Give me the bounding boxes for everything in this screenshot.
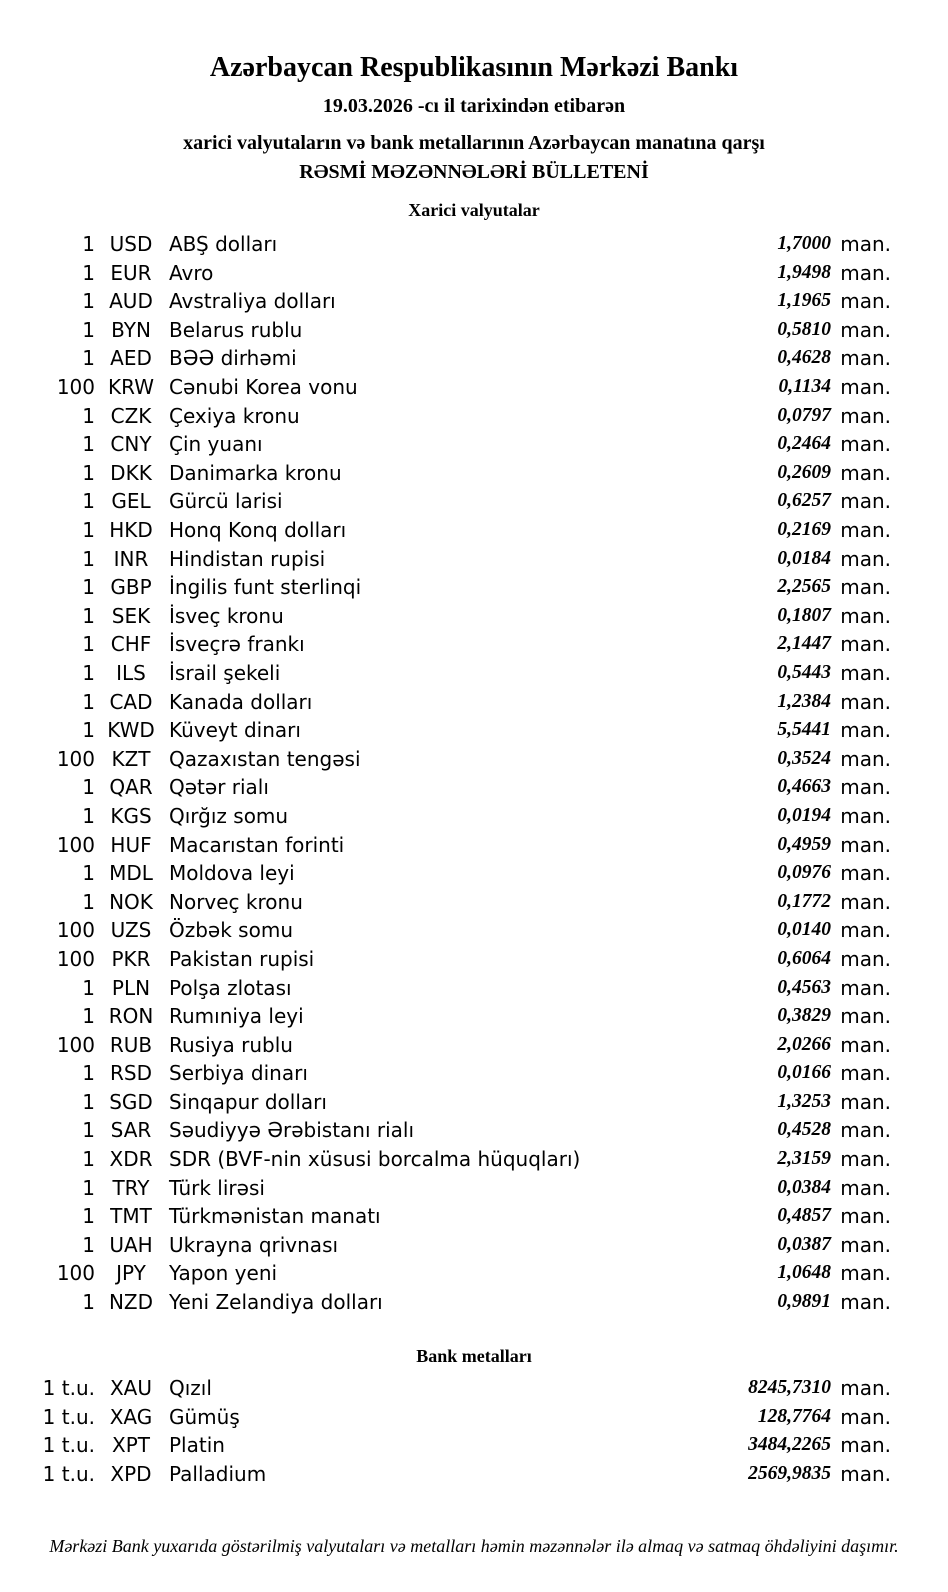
currency-rate: 0,2609 bbox=[777, 461, 831, 483]
currency-rate: 0,6257 bbox=[777, 490, 831, 512]
currency-name: Pakistan rupisi bbox=[169, 946, 315, 971]
table-row bbox=[0, 659, 948, 688]
currency-name: İsveç kronu bbox=[169, 603, 284, 628]
currency-code: GEL bbox=[111, 489, 151, 514]
currency-name: Çexiya kronu bbox=[169, 403, 300, 428]
table-row bbox=[0, 945, 948, 974]
currency-quantity: 1 bbox=[82, 1118, 95, 1143]
table-row bbox=[0, 516, 948, 545]
currency-rate: 0,3829 bbox=[777, 1005, 831, 1027]
currency-unit: man. bbox=[840, 1290, 891, 1315]
metal-quantity: 1 t.u. bbox=[42, 1376, 95, 1401]
table-row bbox=[0, 373, 948, 402]
currency-rate: 2,2565 bbox=[777, 576, 831, 598]
currency-unit: man. bbox=[840, 946, 891, 971]
table-row bbox=[0, 258, 948, 287]
currency-code: HKD bbox=[109, 518, 153, 543]
metal-quantity: 1 t.u. bbox=[42, 1462, 95, 1487]
currency-name: Sinqapur dolları bbox=[169, 1089, 327, 1114]
currency-quantity: 1 bbox=[82, 689, 95, 714]
currency-unit: man. bbox=[840, 375, 891, 400]
currency-unit: man. bbox=[840, 518, 891, 543]
currency-code: NOK bbox=[109, 889, 153, 914]
currency-code: KWD bbox=[107, 718, 155, 743]
currency-unit: man. bbox=[840, 1032, 891, 1057]
metal-name: Qızıl bbox=[169, 1376, 212, 1401]
currency-code: QAR bbox=[109, 775, 153, 800]
currency-rate: 1,7000 bbox=[777, 233, 831, 255]
currency-rate: 0,4663 bbox=[777, 776, 831, 798]
currency-name: Yapon yeni bbox=[169, 1261, 278, 1286]
currency-rate: 0,2464 bbox=[777, 433, 831, 455]
currency-code: TRY bbox=[112, 1175, 150, 1200]
table-row bbox=[0, 459, 948, 488]
table-row bbox=[0, 1231, 948, 1260]
currency-name: Avstraliya dolları bbox=[169, 289, 336, 314]
currency-quantity: 1 bbox=[82, 232, 95, 257]
bulletin-subtitle: xarici valyutaların və bank metallarının Azərbaycan manatına qarşı bbox=[183, 132, 765, 155]
table-row bbox=[0, 1059, 948, 1088]
currency-quantity: 100 bbox=[56, 375, 95, 400]
currency-rate: 2,3159 bbox=[777, 1148, 831, 1170]
currency-quantity: 1 bbox=[82, 1175, 95, 1200]
table-row bbox=[0, 230, 948, 259]
currency-name: Avro bbox=[169, 260, 214, 285]
currencies-section-title: Xarici valyutalar bbox=[408, 200, 540, 221]
metal-code: XAU bbox=[109, 1376, 153, 1401]
currency-unit: man. bbox=[840, 346, 891, 371]
table-row bbox=[0, 573, 948, 602]
currency-unit: man. bbox=[840, 489, 891, 514]
currency-code: SEK bbox=[111, 603, 151, 628]
currency-name: Hindistan rupisi bbox=[169, 546, 326, 571]
currency-unit: man. bbox=[840, 1089, 891, 1114]
currency-code: XDR bbox=[109, 1147, 153, 1172]
currency-quantity: 1 bbox=[82, 603, 95, 628]
table-row bbox=[0, 401, 948, 430]
currency-unit: man. bbox=[840, 1204, 891, 1229]
currency-quantity: 100 bbox=[56, 1032, 95, 1057]
metal-unit: man. bbox=[840, 1433, 891, 1458]
currency-quantity: 1 bbox=[82, 575, 95, 600]
currency-name: Kanada dolları bbox=[169, 689, 313, 714]
currency-rate: 0,4528 bbox=[777, 1119, 831, 1141]
currency-name: ABŞ dolları bbox=[169, 232, 278, 257]
currency-rate: 5,5441 bbox=[777, 719, 831, 741]
currency-rate: 1,1965 bbox=[777, 290, 831, 312]
table-row bbox=[0, 716, 948, 745]
currency-code: RUB bbox=[109, 1032, 153, 1057]
currency-unit: man. bbox=[840, 432, 891, 457]
currency-quantity: 1 bbox=[82, 1004, 95, 1029]
currency-rate: 0,0140 bbox=[777, 919, 831, 941]
metal-unit: man. bbox=[840, 1376, 891, 1401]
table-row bbox=[0, 630, 948, 659]
currency-name: İsveçrə frankı bbox=[169, 632, 305, 657]
page-title: Azərbaycan Respublikasının Mərkəzi Bankı bbox=[209, 52, 739, 83]
currency-code: USD bbox=[109, 232, 153, 257]
currency-rate: 1,0648 bbox=[777, 1262, 831, 1284]
metal-quantity: 1 t.u. bbox=[42, 1433, 95, 1458]
table-row bbox=[0, 887, 948, 916]
currency-code: BYN bbox=[111, 317, 151, 342]
currency-unit: man. bbox=[840, 689, 891, 714]
currency-name: Ukrayna qrivnası bbox=[169, 1232, 339, 1257]
currency-code: CAD bbox=[109, 689, 153, 714]
currency-quantity: 1 bbox=[82, 803, 95, 828]
currency-unit: man. bbox=[840, 575, 891, 600]
currencies-table bbox=[0, 230, 948, 1317]
currency-unit: man. bbox=[840, 889, 891, 914]
metal-code: XAG bbox=[109, 1404, 153, 1429]
table-row bbox=[0, 1030, 948, 1059]
currency-name: Belarus rublu bbox=[169, 317, 303, 342]
table-row bbox=[0, 1374, 948, 1403]
currency-name: Gürcü larisi bbox=[169, 489, 283, 514]
table-row bbox=[0, 916, 948, 945]
currency-quantity: 1 bbox=[82, 346, 95, 371]
currency-quantity: 1 bbox=[82, 289, 95, 314]
currency-unit: man. bbox=[840, 460, 891, 485]
currency-quantity: 1 bbox=[82, 317, 95, 342]
currency-rate: 0,5810 bbox=[777, 318, 831, 340]
currency-unit: man. bbox=[840, 803, 891, 828]
currency-name: İsrail şekeli bbox=[169, 660, 281, 685]
currency-rate: 0,0384 bbox=[777, 1176, 831, 1198]
currency-unit: man. bbox=[840, 403, 891, 428]
currency-unit: man. bbox=[840, 1232, 891, 1257]
table-row bbox=[0, 1259, 948, 1288]
currency-code: CZK bbox=[110, 403, 152, 428]
currency-code: HUF bbox=[110, 832, 152, 857]
currency-rate: 0,6064 bbox=[777, 947, 831, 969]
currency-rate: 0,0194 bbox=[777, 804, 831, 826]
currency-unit: man. bbox=[840, 1261, 891, 1286]
currency-quantity: 1 bbox=[82, 861, 95, 886]
currency-rate: 1,2384 bbox=[777, 690, 831, 712]
currency-unit: man. bbox=[840, 718, 891, 743]
table-row bbox=[0, 973, 948, 1002]
metal-rate: 128,7764 bbox=[757, 1405, 831, 1427]
currency-name: Moldova leyi bbox=[169, 861, 295, 886]
currency-rate: 0,4959 bbox=[777, 833, 831, 855]
table-row bbox=[0, 1288, 948, 1317]
currency-code: JPY bbox=[116, 1261, 146, 1286]
table-row bbox=[0, 1116, 948, 1145]
currency-code: TMT bbox=[110, 1204, 152, 1229]
metal-rate: 2569,9835 bbox=[748, 1463, 831, 1485]
currency-quantity: 1 bbox=[82, 1089, 95, 1114]
table-row bbox=[0, 344, 948, 373]
table-row bbox=[0, 602, 948, 631]
currency-quantity: 1 bbox=[82, 403, 95, 428]
table-row bbox=[0, 773, 948, 802]
currency-quantity: 1 bbox=[82, 518, 95, 543]
currency-code: NZD bbox=[108, 1290, 154, 1315]
currency-code: EUR bbox=[110, 260, 152, 285]
currency-quantity: 1 bbox=[82, 1061, 95, 1086]
currency-name: Macarıstan forinti bbox=[169, 832, 345, 857]
currency-unit: man. bbox=[840, 1061, 891, 1086]
currency-rate: 0,0166 bbox=[777, 1062, 831, 1084]
table-row bbox=[0, 744, 948, 773]
metal-rate: 3484,2265 bbox=[748, 1434, 831, 1456]
currency-quantity: 1 bbox=[82, 546, 95, 571]
currency-code: CNY bbox=[110, 432, 152, 457]
currency-unit: man. bbox=[840, 975, 891, 1000]
currency-unit: man. bbox=[840, 289, 891, 314]
metals-section-title: Bank metalları bbox=[416, 1346, 532, 1367]
metals-table bbox=[0, 1374, 948, 1488]
currency-rate: 0,4857 bbox=[777, 1205, 831, 1227]
currency-unit: man. bbox=[840, 832, 891, 857]
currency-quantity: 1 bbox=[82, 1204, 95, 1229]
currency-code: PKR bbox=[111, 946, 151, 971]
table-row bbox=[0, 316, 948, 345]
currency-code: SGD bbox=[109, 1089, 153, 1114]
currency-name: Türk lirəsi bbox=[169, 1175, 265, 1200]
currency-name: Qətər rialı bbox=[169, 775, 269, 800]
currency-name: Özbək somu bbox=[169, 918, 293, 943]
metal-name: Gümüş bbox=[169, 1404, 240, 1429]
currency-rate: 0,0184 bbox=[777, 547, 831, 569]
currency-rate: 0,9891 bbox=[777, 1291, 831, 1313]
currency-name: Qazaxıstan tengəsi bbox=[169, 746, 361, 771]
currency-code: UAH bbox=[109, 1232, 153, 1257]
currency-rate: 0,2169 bbox=[777, 519, 831, 541]
currency-name: Honq Konq dolları bbox=[169, 518, 347, 543]
currency-code: GBP bbox=[110, 575, 152, 600]
currency-code: RON bbox=[108, 1004, 154, 1029]
currency-name: Türkmənistan manatı bbox=[169, 1204, 381, 1229]
currency-quantity: 100 bbox=[56, 1261, 95, 1286]
currency-quantity: 100 bbox=[56, 918, 95, 943]
currency-name: Norveç kronu bbox=[169, 889, 303, 914]
currency-name: Qırğız somu bbox=[169, 803, 289, 828]
currency-unit: man. bbox=[840, 546, 891, 571]
currency-code: UZS bbox=[110, 918, 152, 943]
currency-name: Danimarka kronu bbox=[169, 460, 342, 485]
currency-unit: man. bbox=[840, 746, 891, 771]
metal-quantity: 1 t.u. bbox=[42, 1404, 95, 1429]
table-row bbox=[0, 430, 948, 459]
currency-quantity: 1 bbox=[82, 460, 95, 485]
currency-code: KRW bbox=[108, 375, 154, 400]
currency-name: Səudiyyə Ərəbistanı rialı bbox=[169, 1118, 415, 1143]
metal-code: XPD bbox=[110, 1462, 152, 1487]
currency-unit: man. bbox=[840, 1118, 891, 1143]
currency-rate: 0,0976 bbox=[777, 862, 831, 884]
table-row bbox=[0, 859, 948, 888]
table-row bbox=[0, 830, 948, 859]
currency-quantity: 1 bbox=[82, 718, 95, 743]
metal-rate: 8245,7310 bbox=[748, 1377, 831, 1399]
currency-quantity: 1 bbox=[82, 889, 95, 914]
currency-code: INR bbox=[113, 546, 149, 571]
currency-rate: 0,5443 bbox=[777, 661, 831, 683]
metal-unit: man. bbox=[840, 1462, 891, 1487]
currency-quantity: 1 bbox=[82, 1147, 95, 1172]
currency-code: ILS bbox=[116, 660, 146, 685]
table-row bbox=[0, 802, 948, 831]
currency-rate: 0,0797 bbox=[777, 404, 831, 426]
currency-rate: 0,4628 bbox=[777, 347, 831, 369]
currency-name: Rumıniya leyi bbox=[169, 1004, 304, 1029]
currency-code: RSD bbox=[110, 1061, 152, 1086]
currency-quantity: 1 bbox=[82, 489, 95, 514]
currency-quantity: 1 bbox=[82, 775, 95, 800]
table-row bbox=[0, 1202, 948, 1231]
currency-code: MDL bbox=[109, 861, 153, 886]
currency-rate: 0,0387 bbox=[777, 1233, 831, 1255]
table-row bbox=[0, 1002, 948, 1031]
currency-unit: man. bbox=[840, 775, 891, 800]
currency-quantity: 100 bbox=[56, 832, 95, 857]
currency-code: KZT bbox=[111, 746, 151, 771]
currency-rate: 0,4563 bbox=[777, 976, 831, 998]
currency-quantity: 1 bbox=[82, 632, 95, 657]
currency-quantity: 100 bbox=[56, 946, 95, 971]
currency-name: Polşa zlotası bbox=[169, 975, 292, 1000]
currency-name: İngilis funt sterlinqi bbox=[169, 575, 362, 600]
table-row bbox=[0, 1460, 948, 1489]
currency-name: Cənubi Korea vonu bbox=[169, 375, 358, 400]
currency-code: DKK bbox=[110, 460, 152, 485]
currency-quantity: 1 bbox=[82, 1290, 95, 1315]
effective-date: 19.03.2026 -cı il tarixindən etibarən bbox=[322, 95, 626, 118]
currency-unit: man. bbox=[840, 1175, 891, 1200]
currency-code: SAR bbox=[110, 1118, 152, 1143]
currency-code: AED bbox=[110, 346, 152, 371]
metal-name: Palladium bbox=[169, 1462, 267, 1487]
disclaimer-text: Mərkəzi Bank yuxarıda göstərilmiş valyutaları və metalları həmin məzənnələr ilə almaq və satmaq öhdəliyini daşımır. bbox=[49, 1536, 899, 1557]
currency-unit: man. bbox=[840, 660, 891, 685]
table-row bbox=[0, 544, 948, 573]
currency-unit: man. bbox=[840, 260, 891, 285]
table-row bbox=[0, 1431, 948, 1460]
currency-code: AUD bbox=[109, 289, 153, 314]
table-row bbox=[0, 287, 948, 316]
bulletin-title: RƏSMİ MƏZƏNNƏLƏRİ BÜLLETENİ bbox=[299, 161, 649, 184]
table-row bbox=[0, 687, 948, 716]
currency-unit: man. bbox=[840, 632, 891, 657]
currency-unit: man. bbox=[840, 232, 891, 257]
currency-code: PLN bbox=[111, 975, 151, 1000]
currency-rate: 0,3524 bbox=[777, 747, 831, 769]
currency-name: Rusiya rublu bbox=[169, 1032, 293, 1057]
currency-rate: 2,1447 bbox=[777, 633, 831, 655]
currency-rate: 1,9498 bbox=[777, 261, 831, 283]
table-row bbox=[0, 1088, 948, 1117]
currency-name: Çin yuanı bbox=[169, 432, 263, 457]
currency-quantity: 1 bbox=[82, 432, 95, 457]
currency-rate: 0,1134 bbox=[778, 376, 831, 398]
table-row bbox=[0, 1403, 948, 1432]
currency-unit: man. bbox=[840, 1004, 891, 1029]
currency-rate: 2,0266 bbox=[777, 1033, 831, 1055]
currency-unit: man. bbox=[840, 317, 891, 342]
currency-name: BƏƏ dirhəmi bbox=[169, 346, 297, 371]
table-row bbox=[0, 487, 948, 516]
currency-name: Yeni Zelandiya dolları bbox=[169, 1290, 383, 1315]
currency-unit: man. bbox=[840, 918, 891, 943]
currency-name: Küveyt dinarı bbox=[169, 718, 301, 743]
currency-code: KGS bbox=[110, 803, 152, 828]
currency-unit: man. bbox=[840, 603, 891, 628]
currency-rate: 1,3253 bbox=[777, 1090, 831, 1112]
currency-unit: man. bbox=[840, 1147, 891, 1172]
metal-name: Platin bbox=[169, 1433, 225, 1458]
currency-rate: 0,1807 bbox=[777, 604, 831, 626]
currency-quantity: 1 bbox=[82, 660, 95, 685]
currency-code: CHF bbox=[110, 632, 152, 657]
metal-unit: man. bbox=[840, 1404, 891, 1429]
currency-quantity: 1 bbox=[82, 1232, 95, 1257]
currency-name: SDR (BVF-nin xüsusi borcalma hüquqları) bbox=[169, 1147, 581, 1172]
currency-quantity: 1 bbox=[82, 975, 95, 1000]
currency-quantity: 100 bbox=[56, 746, 95, 771]
currency-quantity: 1 bbox=[82, 260, 95, 285]
currency-name: Serbiya dinarı bbox=[169, 1061, 308, 1086]
table-row bbox=[0, 1173, 948, 1202]
currency-unit: man. bbox=[840, 861, 891, 886]
metal-code: XPT bbox=[112, 1433, 150, 1458]
currency-rate: 0,1772 bbox=[777, 890, 831, 912]
table-row bbox=[0, 1145, 948, 1174]
